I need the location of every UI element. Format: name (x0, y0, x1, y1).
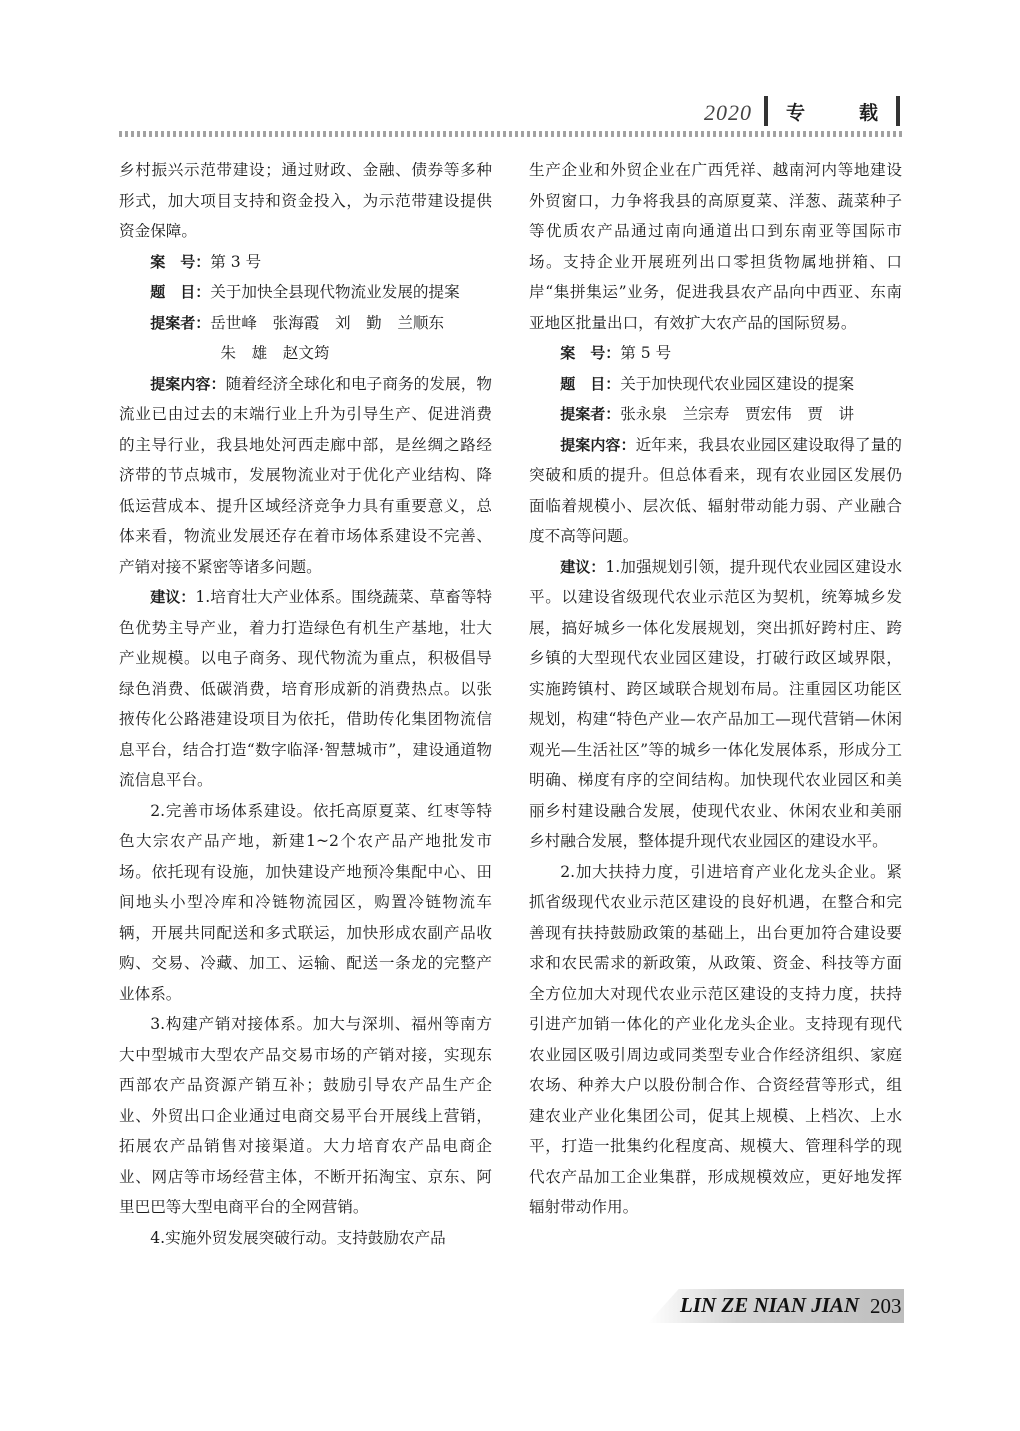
section-title-char: 载 (858, 101, 878, 124)
field-value: 张永泉 兰宗寿 贾宏伟 贾 讲 (620, 405, 855, 423)
field-value: 随着经济全球化和电子商务的发展，物流业已由过去的末端行业上升为引导生产、促进消费的主导行业，我县地处河西走廊中部，是丝绸之路经济带的节点城市，发展物流业对于优化产业结构、降低运营成本、提升区域经济竞争力具有重要意义，总体来看，物流业发展还存在着市场体系建设不完善、产销对接不紧密等诸多问题。 (119, 374, 492, 576)
journal-name: LIN ZE NIAN JIAN (680, 1293, 860, 1317)
field-label: 建议： (560, 557, 606, 576)
field-label: 题 目： (560, 374, 621, 393)
field-label: 案 号： (150, 252, 211, 271)
body-paragraph: 2.完善市场体系建设。依托高原夏菜、红枣等特色大宗农产品产地，新建1~2个农产品产地批发市场。依托现有设施，加快建设产地预冷集配中心、田间地头小型冷库和冷链物流园区，购置冷链物流车辆，开展共同配送和多式联运，加快形成农副产品收购、交易、冷藏、加工、运输、配送一条龙的完整产业体系。 (119, 801, 492, 1003)
field-label: 提案者： (150, 313, 211, 332)
year-mark: 2020 (704, 100, 752, 125)
field-value: 岳世峰 张海霞 刘 勤 兰顺东 (210, 313, 445, 332)
field-label: 提案内容： (560, 435, 636, 454)
field-label: 提案内容： (150, 374, 226, 393)
field-paragraph (119, 308, 492, 339)
body-paragraph: 乡村振兴示范带建设；通过财政、金融、债券等多种形式，加大项目支持和资金投入，为示范带建设提供资金保障。 (119, 161, 492, 240)
field-value: 关于加快全县现代物流业发展的提案 (210, 283, 460, 301)
field-paragraph (529, 399, 902, 430)
right-column (529, 155, 902, 1223)
field-paragraph (119, 369, 492, 583)
field-paragraph (119, 582, 492, 796)
body-paragraph: 4.实施外贸发展突破行动。支持鼓励农产品 (150, 1228, 446, 1247)
field-value: 第 5 号 (620, 344, 672, 362)
field-value: 关于加快现代农业园区建设的提案 (620, 374, 855, 393)
section-title (764, 96, 900, 126)
left-column (119, 155, 492, 1253)
field-paragraph (119, 277, 492, 308)
page-number: 203 (870, 1294, 902, 1318)
body-paragraph: 生产企业和外贸企业在广西凭祥、越南河内等地建设外贸窗口，力争将我县的高原夏菜、洋葱、蔬菜种子等优质农产品通过南向通道出口到东南亚等国际市场。支持企业开展班列出口零担货物属地拼箱、口岸“集拼集运”业务，促进我县农产品向中西亚、东南亚地区批量出口，有效扩大农产品的国际贸易。 (529, 161, 902, 332)
field-value: 第 3 号 (210, 252, 262, 271)
field-value: 1.培育壮大产业体系。围绕蔬菜、草畜等特色优势主导产业，着力打造绿色有机生产基地，壮大产业规模。以电子商务、现代物流为重点，积极倡导绿色消费、低碳消费，培育形成新的消费热点。以张掖传化公路港建设项目为依托，借助传化集团物流信息平台，结合打造“数字临泽·智慧城市”，建设通道物流信息平台。 (119, 588, 492, 789)
page-header (119, 96, 904, 136)
field-label: 题 目： (150, 283, 211, 301)
field-paragraph (529, 552, 902, 857)
body-paragraph: 3.构建产销对接体系。加大与深圳、福州等南方大中型城市大型农产品交易市场的产销对接，实现东西部农产品资源产销互补；鼓励引导农产品生产企业、外贸出口企业通过电商交易平台开展线上营销，拓展农产品销售对接渠道。大力培育农产品电商企业、网店等市场经营主体，不断开拓淘宝、京东、阿里巴巴等大型电商平台的全网营销。 (119, 1015, 492, 1216)
header-divider (119, 131, 904, 137)
field-paragraph (529, 338, 902, 369)
field-paragraph (529, 369, 902, 400)
field-value: 近年来，我县农业园区建设取得了量的突破和质的提升。但总体看来，现有农业园区发展仍面临着规模小、层次低、辐射带动能力弱、产业融合度不高等问题。 (529, 435, 902, 545)
proposer-names-continued: 朱 雄 赵文筠 (220, 344, 330, 362)
field-label: 建议： (150, 588, 196, 606)
field-label: 提案者： (560, 405, 621, 423)
field-label: 案 号： (560, 344, 621, 362)
field-paragraph (119, 247, 492, 278)
field-value: 1.加强规划引领，提升现代农业园区建设水平。以建设省级现代农业示范区为契机，统筹城乡发展，搞好城乡一体化发展规划，突出抓好跨村庄、跨乡镇的大型现代农业园区建设，打破行政区域界限，实施跨镇村、跨区域联合规划布局。注重园区功能区规划，构建“特色产业—农产品加工—现代营销—休闲观光—生活社区”等的城乡一体化发展体系，形成分工明确、梯度有序的空间结构。加快现代农业园区和美丽乡村建设融合发展，使现代农业、休闲农业和美丽乡村融合发展，整体提升现代农业园区的建设水平。 (529, 557, 902, 850)
body-paragraph: 2.加大扶持力度，引进培育产业化龙头企业。紧抓省级现代农业示范区建设的良好机遇，在整合和完善现有扶持鼓励政策的基础上，出台更加符合建设要求和农民需求的新政策，从政策、资金、科技等方面全方位加大对现代农业示范区建设的支持力度，扶持引进产加销一体化的产业化龙头企业。支持现有现代农业园区吸引周边或同类型专业合作经济组织、家庭农场、种养大户以股份制合作、合资经营等形式，组建农业产业化集团公司，促其上规模、上档次、上水平，打造一批集约化程度高、规模大、管理科学的现代农产品加工企业集群，形成规模效应，更好地发挥辐射带动作用。 (529, 862, 902, 1216)
field-paragraph (529, 430, 902, 552)
section-title-char: 专 (786, 101, 806, 124)
